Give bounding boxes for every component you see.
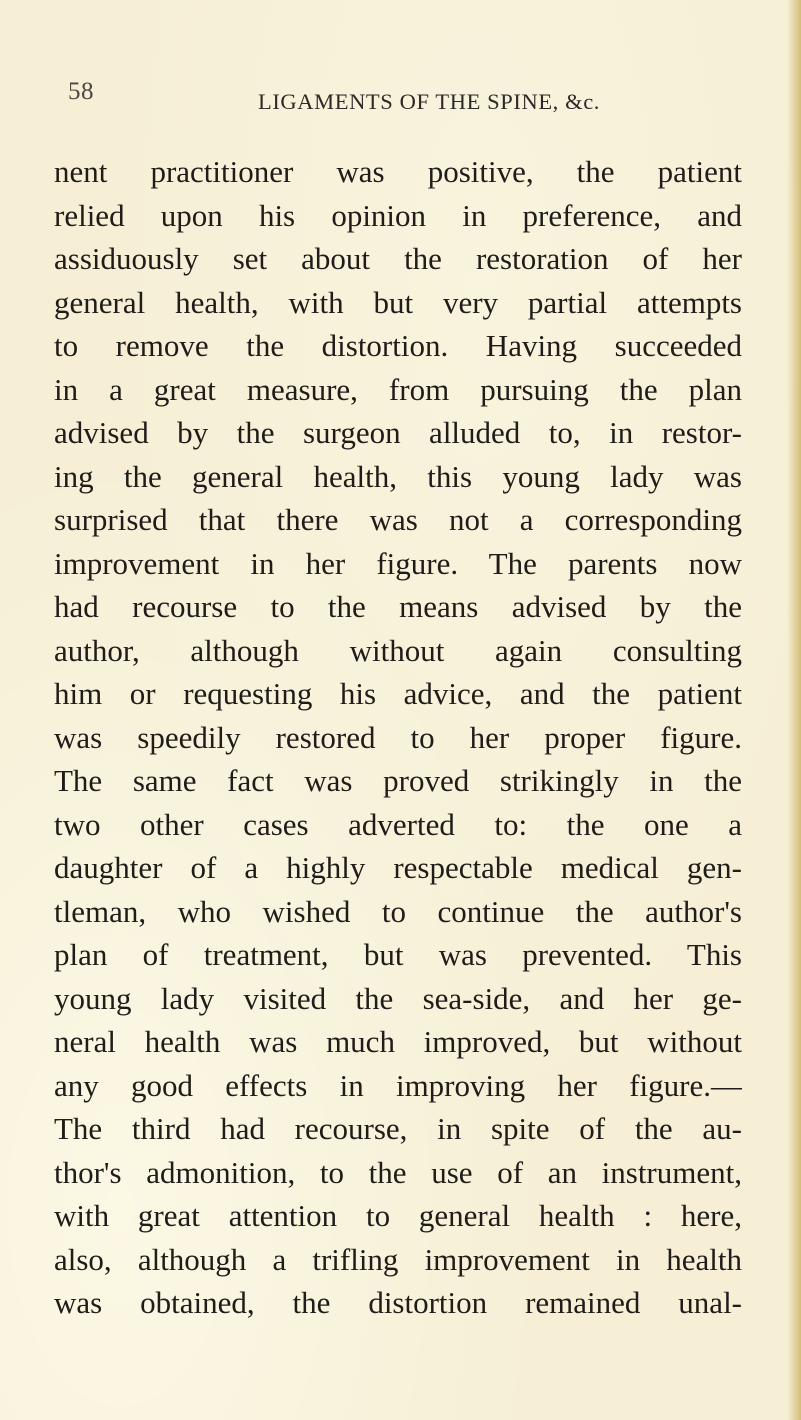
text-line: nent practitioner was positive, the patient xyxy=(54,154,742,189)
text-line: had recourse to the means advised by the xyxy=(54,589,742,624)
text-line: advised by the surgeon alluded to, in restor- xyxy=(54,415,742,450)
running-title: LIGAMENTS OF THE SPINE, &c. xyxy=(258,89,601,114)
text-line: improvement in her figure. The parents now xyxy=(54,545,742,581)
text-line: daughter of a highly respectable medical gen- xyxy=(54,850,742,885)
text-line: plan of treatment, but was prevented. This xyxy=(54,937,742,972)
text-line: was speedily restored to her proper figure. xyxy=(54,719,742,755)
page-edge-shadow xyxy=(787,0,801,1420)
text-line: surprised that there was not a corresponding xyxy=(54,502,742,537)
text-line: was obtained, the distortion remained unal- xyxy=(54,1285,742,1320)
text-line: ing the general health, this young lady was xyxy=(54,458,742,494)
text-line: neral health was much improved, but without xyxy=(54,1024,742,1059)
text-line: young lady visited the sea-side, and her ge- xyxy=(54,980,742,1016)
text-line: any good effects in improving her figure.— xyxy=(54,1067,742,1103)
text-line: two other cases adverted to: the one a xyxy=(54,806,742,842)
text-line: in a great measure, from pursuing the plan xyxy=(54,371,742,407)
text-line: tleman, who wished to continue the author's xyxy=(54,893,742,929)
text-line: thor's admonition, to the use of an instrument, xyxy=(54,1154,742,1190)
text-line: assiduously set about the restoration of her xyxy=(54,241,742,276)
body-text xyxy=(54,150,742,1325)
text-line: also, although a trifling improvement in health xyxy=(54,1241,742,1277)
text-line: author, although without again consulting xyxy=(54,632,742,668)
text-line: The same fact was proved strikingly in the xyxy=(54,763,742,798)
text-line: with great attention to general health : here, xyxy=(54,1198,742,1233)
text-line: The third had recourse, in spite of the au- xyxy=(54,1111,742,1146)
text-line: relied upon his opinion in preference, and xyxy=(54,197,742,233)
text-line: to remove the distortion. Having succeeded xyxy=(54,328,742,363)
page-number: 58 xyxy=(68,78,94,105)
text-line: general health, with but very partial attempts xyxy=(54,284,742,320)
text-line: him or requesting his advice, and the patient xyxy=(54,676,742,711)
